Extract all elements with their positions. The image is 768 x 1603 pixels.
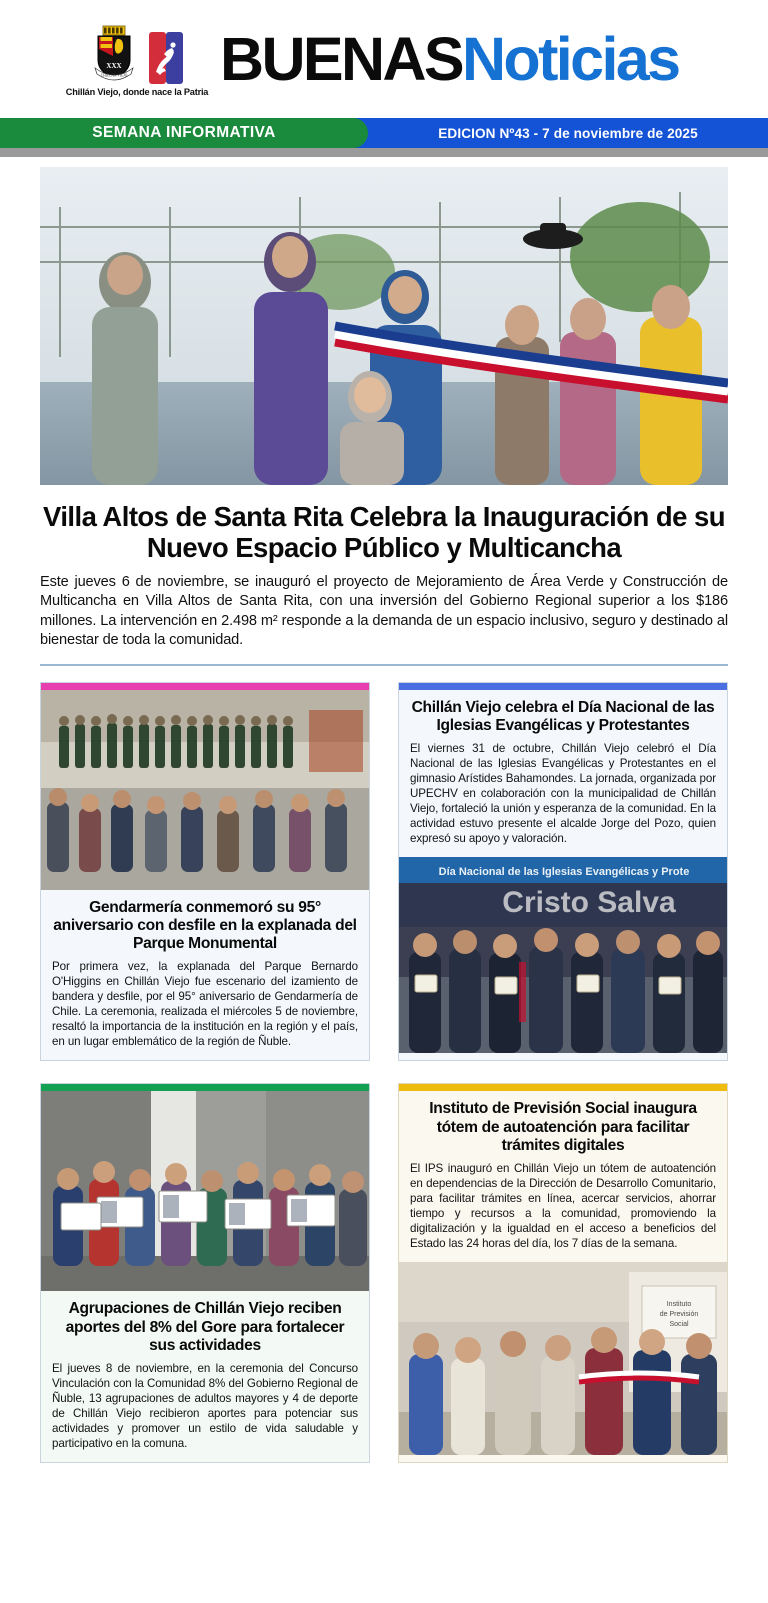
section-label: SEMANA INFORMATIVA [0,118,368,148]
municipal-logo [62,22,212,97]
section-ribbon [0,118,768,148]
evangelical-churches-ceremony-photo [399,857,727,1053]
svg-text:CHILLAN VIEJO: CHILLAN VIEJO [100,73,128,77]
card-accent-bar [399,683,727,690]
wordmark-noticias: Noticias [461,25,679,93]
community-groups-award-photo [41,1091,369,1291]
newsletter-body [0,167,768,1463]
article-card-iglesias-evangelicas[interactable] [398,682,728,1062]
logo-caption: Chillán Viejo, donde nace la Patria [65,86,209,97]
card-accent-bar [399,1084,727,1091]
svg-text:Social: Social [669,1321,689,1329]
article-title-iglesias: Chillán Viejo celebra el Día Nacional de las Iglesias Evangélicas y Protestantes [411,698,715,734]
svg-text:Instituto: Instituto [666,1301,692,1309]
wordmark-buenas: BUENAS [220,25,462,93]
article-body-ips: El IPS inauguró en Chillán Viejo un tótem de autoatención en dependencias de la Dirección de Desarrollo Comunitario, para facilitar trámites en línea, acercar servicios, ahorrar tiempo y recursos a la comunidad, promoviendo la digitalización y la igualdad en el acceso a beneficios del Estado las 24 horas del día, los 7 días de la semana. [410,1161,716,1250]
masthead [0,0,768,118]
lead-article-body: Este jueves 6 de noviembre, se inauguró el proyecto de Mejoramiento de Área Verde y Construcción de Multicancha en Villa Altos de Santa Rita, con una inversión del Gobierno Regional superior a los $186 millones. La intervención en 2.498 m² responde a la demanda de un espacio inclusivo, seguro y destinado al bienestar de toda la comunidad. [40,573,728,648]
article-title-gendarmeria: Gendarmería conmemoró su 95° aniversario con desfile en la explanada del Parque Monumental [53,898,357,952]
card-text-block [399,1091,727,1262]
card-text-block [41,1291,369,1462]
svg-text:Día Nacional de las Iglesias E: Día Nacional de las Iglesias Evangélicas y Prote [438,866,690,879]
edition-label: EDICION Nº43 - 7 de noviembre de 2025 [354,118,768,148]
ohiggins-rider-emblem-icon [149,32,183,84]
card-accent-bar [41,683,369,690]
lead-article-photo [40,167,728,485]
article-card-gendarmeria[interactable] [40,682,370,1062]
publication-wordmark [220,24,678,94]
article-title-ips: Instituto de Previsión Social inaugura tótem de autoatención para facilitar trámites digitales [429,1100,697,1154]
ribbon-shadow [0,148,768,157]
article-body-iglesias: El viernes 31 de octubre, Chillán Viejo celebró el Día Nacional de las Iglesias Evangélicas y Protestantes en el gimnasio Arístides Bahamondes. La jornada, organizada por UPECHV en colaboración con la municipalidad de Chillán Viejo, fortaleció la unión y esperanza de la comunidad. En la actividad estuvo presente el alcalde Jorge del Pozo, quien expresó su apoyo y valoración. [410,741,716,846]
svg-text:XXX: XXX [106,61,122,70]
article-body-agrupaciones: El jueves 8 de noviembre, en la ceremonia del Concurso Vinculación con la Comunidad 8% del Gobierno Regional de Ñuble, 13 agrupaciones de adultos mayores y 4 de deporte de Chillán Viejo recibieron aportes para potenciar sus actividades y promover un estilo de vida saludable y participativo en la comuna. [52,1361,358,1450]
article-body-gendarmeria: Por primera vez, la explanada del Parque Bernardo O'Higgins en Chillán Viejo fue escenario del izamiento de bandera y desfile, por el 95° aniversario de Gendarmería de Chile. La ceremonia, realizada el miércoles 5 de noviembre, resaltó la importancia de la institución en la región y el país, en un lugar emblemático de la región de Ñuble. [52,960,358,1049]
lead-article-title: Villa Altos de Santa Rita Celebra la Inauguración de su Nuevo Espacio Público y Multicancha [43,501,725,564]
crest-row [91,22,183,84]
article-card-ips-totem[interactable] [398,1083,728,1463]
coat-of-arms-icon [91,24,143,84]
article-card-agrupaciones-gore[interactable] [40,1083,370,1463]
article-grid [40,682,728,1463]
ips-totem-inauguration-photo [399,1262,727,1455]
article-title-agrupaciones: Agrupaciones de Chillán Viejo reciben aportes del 8% del Gore para fortalecer sus actividades [65,1300,345,1354]
card-text-block [41,890,369,1061]
svg-text:Cristo Salva: Cristo Salva [502,886,676,920]
card-text-block [399,690,727,858]
gendarmeria-parade-photo [41,690,369,890]
lead-divider [40,664,728,666]
svg-text:de Previsión: de Previsión [659,1311,699,1319]
card-accent-bar [41,1084,369,1091]
